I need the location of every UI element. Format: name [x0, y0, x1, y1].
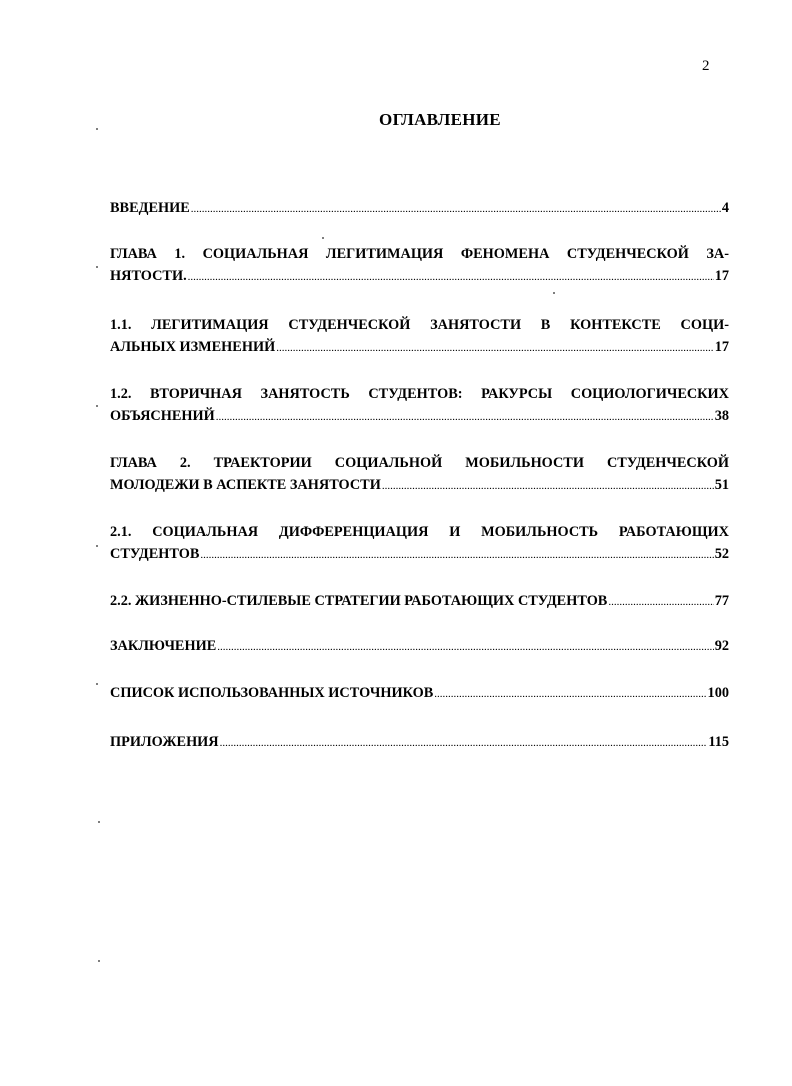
- toc-entry-section-1-1[interactable]: [110, 314, 729, 359]
- scan-speck: [96, 266, 98, 268]
- toc-entry-title-line-1: 1.2. ВТОРИЧНАЯ ЗАНЯТОСТЬ СТУДЕНТОВ: РАКУРСЫ СОЦИОЛОГИЧЕСКИХ: [110, 386, 729, 402]
- toc-entry-title-line-2: СТУДЕНТОВ: [110, 546, 200, 562]
- page-number: 2: [702, 58, 710, 74]
- scan-speck: [553, 292, 555, 294]
- scan-speck: [96, 128, 98, 130]
- toc-leader-dots: [382, 475, 714, 497]
- toc-entry-title-line-1: ГЛАВА 2. ТРАЕКТОРИИ СОЦИАЛЬНОЙ МОБИЛЬНОСТИ СТУДЕНЧЕСКОЙ: [110, 455, 729, 471]
- toc-page-number: 17: [714, 339, 729, 355]
- toc-page-number: 38: [714, 408, 729, 424]
- toc-page-number: 4: [721, 200, 729, 216]
- toc-entry-section-2-2[interactable]: [110, 590, 729, 613]
- toc-page-number: 115: [708, 734, 729, 750]
- toc-entry-chapter-2[interactable]: [110, 452, 729, 497]
- toc-page-number: 77: [714, 593, 729, 609]
- scan-speck: [96, 405, 98, 407]
- toc-entry-introduction[interactable]: [110, 197, 729, 220]
- toc-leader-dots: [217, 636, 713, 658]
- toc-leader-dots: [276, 337, 714, 359]
- toc-leader-dots: [200, 544, 713, 566]
- toc-entry-title-line-2: АЛЬНЫХ ИЗМЕНЕНИЙ: [110, 339, 276, 355]
- toc-page-number: 17: [714, 268, 729, 284]
- toc-leader-dots: [220, 732, 708, 754]
- toc-entry-references[interactable]: [110, 682, 729, 705]
- scan-speck: [96, 545, 98, 547]
- toc-entry-section-1-2[interactable]: [110, 383, 729, 428]
- toc-page-number: 92: [714, 638, 729, 654]
- toc-entry-chapter-1[interactable]: [110, 243, 729, 288]
- toc-entry-title: ПРИЛОЖЕНИЯ: [110, 734, 219, 750]
- toc-entry-title: 2.2. ЖИЗНЕННО-СТИЛЕВЫЕ СТРАТЕГИИ РАБОТАЮЩИХ СТУДЕНТОВ: [110, 593, 608, 609]
- toc-leader-dots: [434, 683, 706, 705]
- toc-page-number: 100: [707, 685, 729, 701]
- toc-entry-title: ВВЕДЕНИЕ: [110, 200, 190, 216]
- toc-entry-title-line-1: 1.1. ЛЕГИТИМАЦИЯ СТУДЕНЧЕСКОЙ ЗАНЯТОСТИ В КОНТЕКСТЕ СОЦИ-: [110, 317, 729, 333]
- toc-entry-title-line-2: ОБЪЯСНЕНИЙ: [110, 408, 215, 424]
- toc-entry-appendices[interactable]: [110, 731, 729, 754]
- toc-entry-title: СПИСОК ИСПОЛЬЗОВАННЫХ ИСТОЧНИКОВ: [110, 685, 434, 701]
- toc-entry-title-line-1: 2.1. СОЦИАЛЬНАЯ ДИФФЕРЕНЦИАЦИЯ И МОБИЛЬНОСТЬ РАБОТАЮЩИХ: [110, 524, 729, 540]
- toc-entry-title-line-1: ГЛАВА 1. СОЦИАЛЬНАЯ ЛЕГИТИМАЦИЯ ФЕНОМЕНА СТУДЕНЧЕСКОЙ ЗА-: [110, 246, 729, 262]
- toc-leader-dots: [191, 198, 721, 220]
- toc-page-number: 52: [714, 546, 729, 562]
- toc-entry-title-line-2: МОЛОДЕЖИ В АСПЕКТЕ ЗАНЯТОСТИ: [110, 477, 381, 493]
- toc-entry-section-2-1[interactable]: [110, 521, 729, 566]
- toc-leader-dots: [216, 406, 714, 428]
- toc-entry-conclusion[interactable]: [110, 635, 729, 658]
- toc-entry-title: ЗАКЛЮЧЕНИЕ: [110, 638, 217, 654]
- scan-speck: [96, 683, 98, 685]
- toc-leader-dots: [608, 591, 713, 613]
- scan-speck: [98, 960, 100, 962]
- toc-leader-dots: [188, 266, 714, 288]
- page-title: ОГЛАВЛЕНИЕ: [379, 110, 501, 129]
- toc-page-number: 51: [714, 477, 729, 493]
- toc-entry-title-line-2: НЯТОСТИ.: [110, 268, 187, 284]
- scan-speck: [98, 821, 100, 823]
- scan-speck: [322, 237, 324, 239]
